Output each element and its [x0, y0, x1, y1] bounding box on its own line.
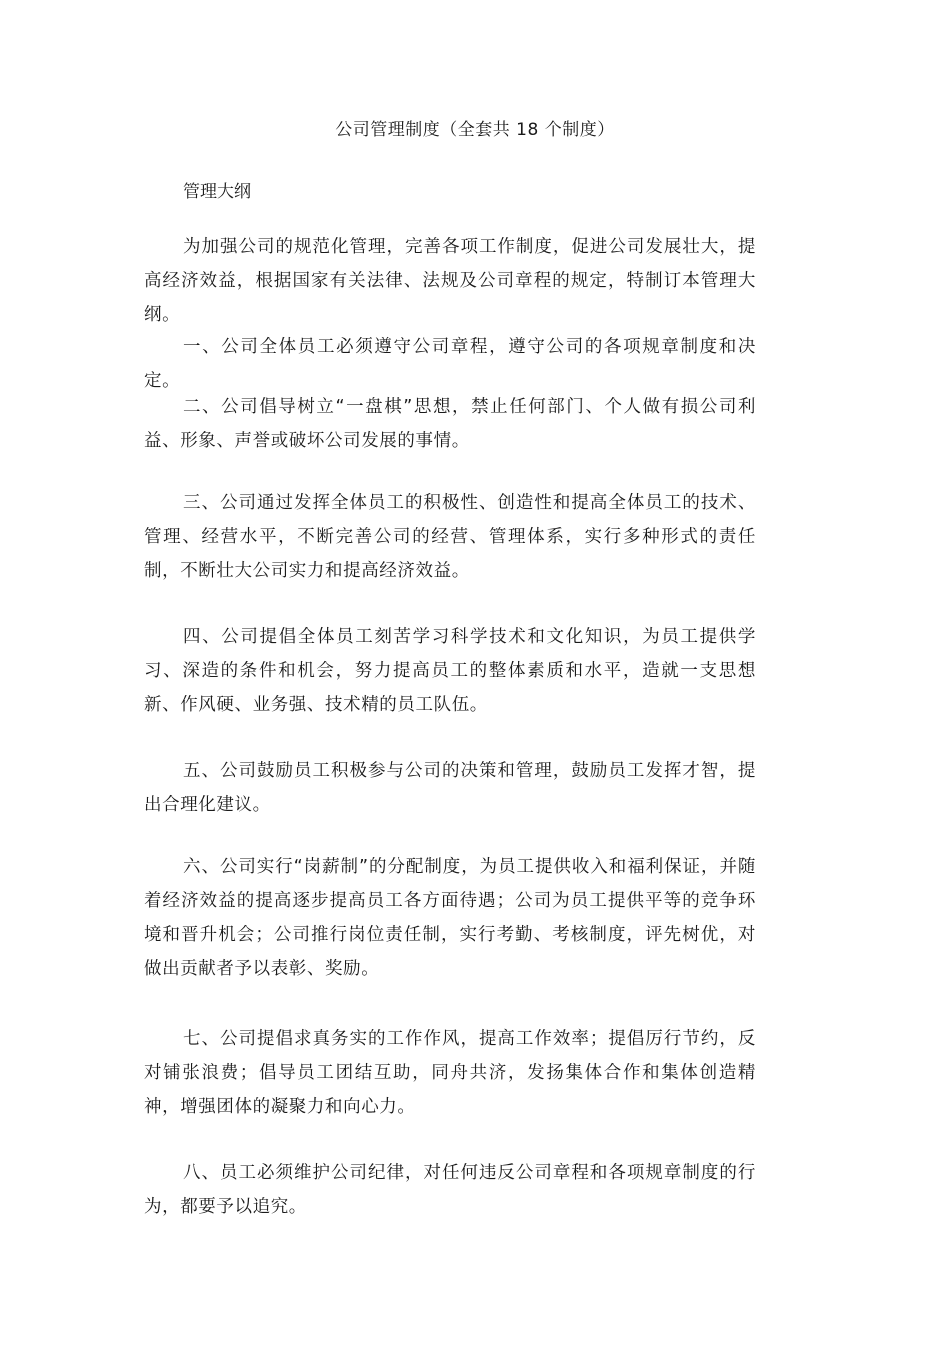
clause-paragraph-7: 七、公司提倡求真务实的工作作风，提高工作效率；提倡厉行节约，反对铺张浪费；倡导员工团结互助，同舟共济，发扬集体合作和集体创造精神，增强团体的凝聚力和向心力。 — [144, 1029, 756, 1117]
clause-paragraph-4: 四、公司提倡全体员工刻苦学习科学技术和文化知识，为员工提供学习、深造的条件和机会，努力提高员工的整体素质和水平，造就一支思想新、作风硬、业务强、技术精的员工队伍。 — [144, 627, 756, 715]
clause-paragraph-3: 三、公司通过发挥全体员工的积极性、创造性和提高全体员工的技术、管理、经营水平，不断完善公司的经营、管理体系，实行多种形式的责任制，不断壮大公司实力和提高经济效益。 — [144, 493, 756, 581]
clause-paragraph-5: 五、公司鼓励员工积极参与公司的决策和管理，鼓励员工发挥才智，提出合理化建议。 — [144, 761, 756, 815]
clause-paragraph-2: 二、公司倡导树立“一盘棋”思想，禁止任何部门、个人做有损公司利益、形象、声誉或破坏公司发展的事情。 — [144, 397, 756, 451]
clause-paragraph-1: 一、公司全体员工必须遵守公司章程，遵守公司的各项规章制度和决定。 — [144, 337, 756, 391]
document-title: 公司管理制度（全套共 18 个制度） — [335, 120, 615, 140]
clause-paragraph-8: 八、员工必须维护公司纪律，对任何违反公司章程和各项规章制度的行为，都要予以追究。 — [144, 1163, 756, 1217]
intro-paragraph: 为加强公司的规范化管理，完善各项工作制度，促进公司发展壮大，提高经济效益，根据国家有关法律、法规及公司章程的规定，特制订本管理大纲。 — [144, 237, 756, 325]
section-heading: 管理大纲 — [183, 182, 251, 202]
clause-paragraph-6: 六、公司实行“岗薪制”的分配制度，为员工提供收入和福利保证，并随着经济效益的提高逐步提高员工各方面待遇；公司为员工提供平等的竞争环境和晋升机会；公司推行岗位责任制，实行考勤、考核制度，评先树优，对做出贡献者予以表彰、奖励。 — [144, 857, 756, 979]
